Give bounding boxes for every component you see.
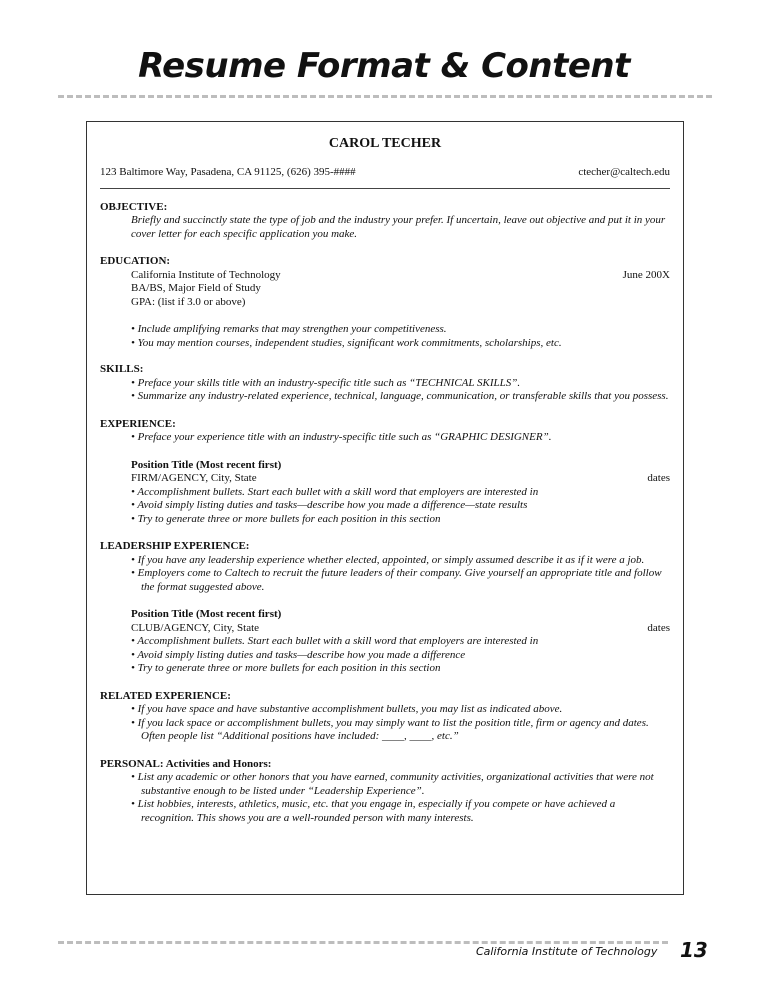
list-item: • Try to generate three or more bullets for each position in this section bbox=[131, 662, 441, 674]
related-section bbox=[100, 690, 670, 744]
contact-line bbox=[100, 166, 670, 189]
section-heading: LEADERSHIP EXPERIENCE: bbox=[100, 540, 250, 552]
list-item: • Try to generate three or more bullets for each position in this section bbox=[131, 512, 441, 525]
list-item: • If you lack space or accomplishment bullets, you may simply want to list the position title, firm or agency and dates. Often people list “Additional positions have included: ____, ____, etc.” bbox=[131, 716, 649, 742]
school: California Institute of Technology bbox=[131, 268, 281, 281]
list-item: • Avoid simply listing duties and tasks—describe how you made a difference bbox=[131, 648, 466, 661]
skills-section bbox=[100, 363, 670, 404]
list-item: • Accomplishment bullets. Start each bullet with a skill word that employers are interested in bbox=[131, 635, 539, 647]
degree: BA/BS, Major Field of Study bbox=[131, 282, 261, 294]
experience-intro bbox=[100, 431, 670, 445]
dates: dates bbox=[647, 472, 670, 484]
list-item: • If you have any leadership experience whether elected, appointed, or simply assumed describe it as if it were a job. bbox=[131, 553, 645, 566]
list-item: • If you have space and have substantive accomplishment bullets, you may list as indicated above. bbox=[131, 703, 563, 715]
position-title: Position Title (Most recent first) bbox=[131, 608, 282, 620]
section-heading: SKILLS: bbox=[100, 363, 144, 375]
list-item: • List any academic or other honors that you have earned, community activities, organizational activities that were not substantive enough to be listed under “Leadership Experience”. bbox=[131, 771, 654, 797]
list-item: • Accomplishment bullets. Start each bullet with a skill word that employers are interested in bbox=[131, 485, 539, 498]
list-item: • Summarize any industry-related experience, technical, language, communication, or transferable skills that you possess. bbox=[131, 390, 669, 402]
personal-section bbox=[100, 758, 670, 826]
section-heading: EDUCATION: bbox=[100, 255, 171, 267]
section-heading: EXPERIENCE: bbox=[100, 417, 176, 430]
resume-sample bbox=[100, 136, 670, 825]
section-heading: PERSONAL: Activities and Honors: bbox=[100, 757, 272, 770]
personal-bullets bbox=[100, 771, 670, 825]
resume-name: CAROL TECHER bbox=[328, 136, 442, 151]
org-name: FIRM/AGENCY, City, State bbox=[131, 472, 257, 484]
objective-section bbox=[100, 201, 670, 242]
related-bullets bbox=[100, 703, 670, 744]
list-item: • Preface your experience title with an industry-specific title such as “GRAPHIC DESIGNER”. bbox=[131, 431, 552, 443]
list-item: • Employers come to Caltech to recruit the future leaders of their company. Give yourself an appropriate title and follow the format suggested above. bbox=[131, 567, 662, 593]
education-bullets bbox=[100, 323, 670, 350]
email: ctecher@caltech.edu bbox=[578, 166, 670, 178]
footer-institution: California Institute of Technology bbox=[476, 945, 658, 958]
list-item: • Include amplifying remarks that may strengthen your competitiveness. bbox=[131, 323, 447, 335]
experience-bullets bbox=[100, 486, 670, 527]
page-number: 13 bbox=[680, 938, 708, 962]
list-item: • Avoid simply listing duties and tasks—describe how you made a difference—state results bbox=[131, 499, 528, 511]
top-divider bbox=[58, 95, 712, 98]
list-item: • List hobbies, interests, athletics, music, etc. that you engage in, especially if you compete or have achieved a recognition. This shows you are a well-rounded person with many interests. bbox=[131, 798, 616, 824]
position-title: Position Title (Most recent first) bbox=[131, 458, 282, 471]
dates: dates bbox=[647, 621, 670, 634]
education-row bbox=[131, 269, 670, 283]
gpa: GPA: (list if 3.0 or above) bbox=[131, 295, 246, 308]
page-title: Resume Format & Content bbox=[138, 46, 630, 86]
leadership-intro bbox=[100, 554, 670, 595]
experience-section bbox=[100, 418, 670, 527]
list-item: • Preface your skills title with an industry-specific title such as “TECHNICAL SKILLS”. bbox=[131, 376, 521, 389]
org-name: CLUB/AGENCY, City, State bbox=[131, 621, 260, 634]
list-item: • You may mention courses, independent studies, significant work commitments, scholarships, etc. bbox=[131, 336, 562, 349]
org-row bbox=[131, 472, 670, 486]
objective-text: Briefly and succinctly state the type of job and the industry your prefer. If uncertain, leave out objective and put it in your cover letter for each specific application you make. bbox=[131, 214, 666, 240]
bottom-divider bbox=[58, 941, 668, 944]
org-row bbox=[131, 622, 670, 636]
section-heading: RELATED EXPERIENCE: bbox=[100, 689, 231, 702]
education-section bbox=[100, 255, 670, 350]
education-date: June 200X bbox=[622, 268, 670, 281]
address: 123 Baltimore Way, Pasadena, CA 91125, (626) 395-#### bbox=[100, 166, 356, 178]
leadership-bullets bbox=[100, 635, 670, 676]
skills-bullets bbox=[100, 377, 670, 404]
leadership-section bbox=[100, 540, 670, 676]
section-heading: OBJECTIVE: bbox=[100, 200, 168, 213]
